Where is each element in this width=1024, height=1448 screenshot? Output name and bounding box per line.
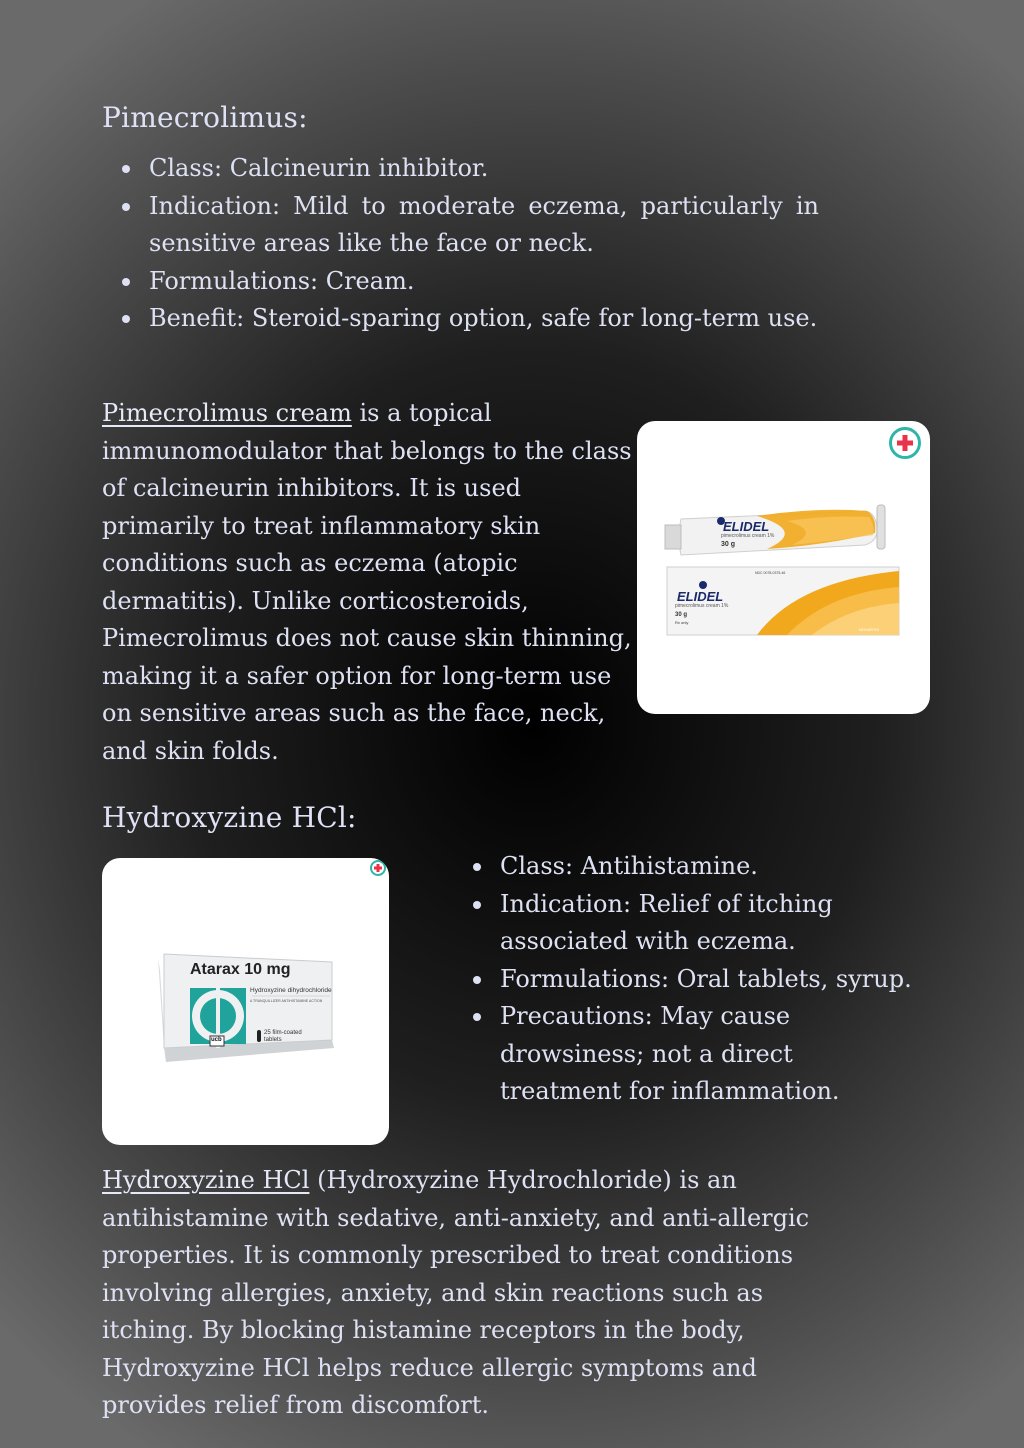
box-size-label: 30 g	[675, 612, 688, 618]
tube-sub-label: pimecrolimus cream 1%	[721, 533, 775, 539]
atarax-tagline-label: A TRANQUILLIZER ANTIHISTAMINE ACTION	[250, 999, 323, 1003]
hydroxyzine-paragraph	[102, 1162, 862, 1425]
list-item: Indication: Mild to moderate eczema, particularly in sensitive areas like the face or neck.	[102, 188, 819, 263]
list-item: Precautions: May cause drowsiness; not a direct treatment for inflammation.	[453, 998, 913, 1111]
atarax-product-image	[102, 858, 389, 1145]
tube-brand-label: ELIDEL	[723, 519, 770, 534]
box-ndc-label: NDC 0078-0375-46	[755, 571, 786, 575]
box-rx-label: Rx only	[675, 620, 689, 625]
hydroxyzine-paragraph-text: (Hydroxyzine Hydrochloride) is an antihistamine with sedative, anti-anxiety, and anti-allergic properties. It is commonly prescribed to treat conditions involving allergies, anxiety, and skin reactions such as itching. By blocking histamine receptors in the body, Hydroxyzine HCl helps reduce allergic symptoms and provides relief from discomfort.	[102, 1166, 810, 1419]
section-title-hydroxyzine: Hydroxyzine HCl:	[102, 801, 357, 834]
atarax-maker-label: ucb	[211, 1037, 222, 1043]
atarax-sub-label: Hydroxyzine dihydrochloride	[250, 987, 332, 994]
box-maker-label: NOVARTIS	[859, 627, 880, 632]
pimecrolimus-paragraph	[102, 395, 632, 770]
list-item: Formulations: Oral tablets, syrup.	[453, 961, 913, 999]
elidel-package-illustration	[637, 421, 930, 714]
tube-size-label: 30 g	[721, 541, 736, 548]
hydroxyzine-bullet-list	[453, 848, 913, 1111]
list-item: Class: Antihistamine.	[453, 848, 913, 886]
list-item: Benefit: Steroid-sparing option, safe for long-term use.	[102, 300, 819, 338]
list-item: Indication: Relief of itching associated with eczema.	[453, 886, 913, 961]
pimecrolimus-bullet-list	[102, 150, 819, 338]
pimecrolimus-cream-link[interactable]: Pimecrolimus cream	[102, 399, 352, 427]
pimecrolimus-paragraph-text: is a topical immunomodulator that belongs to the class of calcineurin inhibitors. It is used primarily to treat inflammatory skin conditions such as eczema (atopic dermatitis). Unlike corticosteroids, Pimecrolimus does not cause skin thinning, making it a safer option for long-term use on sensitive areas such as the face, neck, and skin folds.	[102, 399, 632, 765]
hydroxyzine-hcl-link[interactable]: Hydroxyzine HCl	[102, 1166, 310, 1194]
atarax-brand-label: Atarax 10 mg	[190, 961, 291, 978]
atarax-count-label: 25 film-coated tablets	[264, 1030, 302, 1043]
section-title-pimecrolimus: Pimecrolimus:	[102, 101, 308, 134]
list-item: Formulations: Cream.	[102, 263, 819, 301]
atarax-package-illustration	[102, 858, 389, 1145]
box-sub-label: pimecrolimus cream 1%	[675, 603, 729, 609]
elidel-product-image	[637, 421, 930, 714]
box-brand-label: ELIDEL	[677, 589, 724, 604]
list-item: Class: Calcineurin inhibitor.	[102, 150, 819, 188]
